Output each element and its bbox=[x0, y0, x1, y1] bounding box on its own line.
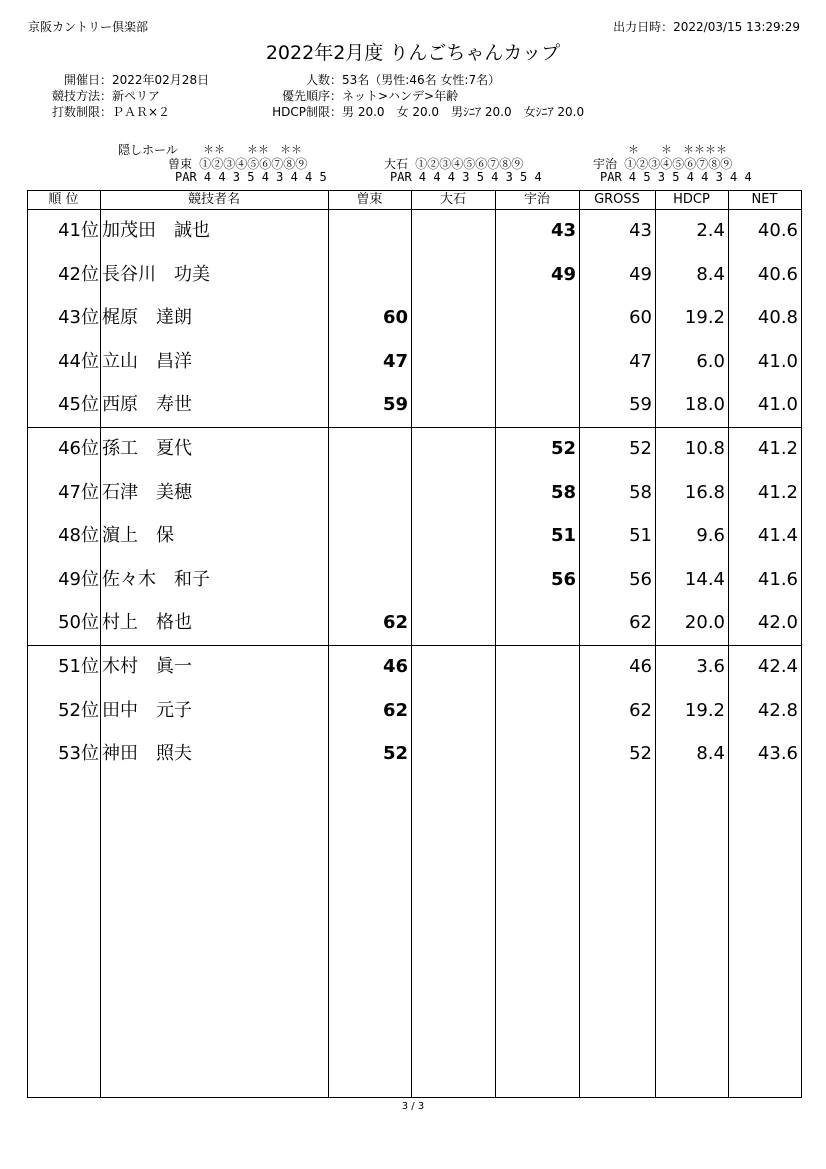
uji-score-cell: 43 bbox=[550, 220, 576, 241]
uji-score-cell: 56 bbox=[550, 568, 576, 590]
rank-cell: 48位 bbox=[58, 525, 99, 547]
table-row bbox=[27, 341, 802, 384]
gross-cell: 58 bbox=[629, 481, 652, 503]
net-cell: 41.6 bbox=[757, 568, 798, 590]
net-cell: 42.0 bbox=[757, 612, 798, 634]
net-cell: 41.2 bbox=[757, 481, 798, 503]
table-row bbox=[27, 733, 802, 776]
uji-score-cell: 49 bbox=[550, 263, 576, 285]
player-name-cell: 木村 眞一 bbox=[102, 656, 192, 677]
sozuka-score-cell: 62 bbox=[382, 699, 408, 721]
rank-cell: 51位 bbox=[58, 656, 99, 677]
uji-score-cell: 51 bbox=[550, 525, 576, 547]
col-header-sozuka: 曽束 bbox=[356, 192, 383, 207]
gross-cell: 43 bbox=[629, 220, 652, 241]
gross-cell: 59 bbox=[629, 394, 652, 416]
player-name-cell: 神田 照夫 bbox=[102, 743, 192, 765]
course2-holes: 大石 ①②③④⑤⑥⑦⑧⑨ bbox=[384, 157, 524, 171]
net-cell: 43.6 bbox=[757, 743, 798, 765]
net-cell: 41.4 bbox=[757, 525, 798, 547]
gross-cell: 46 bbox=[629, 656, 652, 677]
course1-stars: ＊＊ ＊＊ ＊＊ bbox=[203, 143, 302, 156]
rank-cell: 41位 bbox=[58, 220, 99, 241]
hdcp-cell: 8.4 bbox=[696, 743, 725, 765]
player-name-cell: 村上 格也 bbox=[102, 612, 192, 634]
count-label: 人数： bbox=[305, 73, 342, 87]
net-cell: 42.8 bbox=[757, 699, 798, 721]
hdcp-cell: 18.0 bbox=[684, 394, 725, 416]
sozuka-score-cell: 46 bbox=[382, 656, 408, 677]
col-header-rank: 順 位 bbox=[48, 192, 79, 207]
table-header bbox=[0, 190, 826, 209]
net-cell: 40.8 bbox=[757, 307, 798, 329]
table-row bbox=[27, 602, 802, 645]
rank-cell: 47位 bbox=[58, 481, 99, 503]
net-cell: 40.6 bbox=[757, 263, 798, 285]
col-header-uji: 宇治 bbox=[523, 192, 550, 207]
course3-stars: ＊ ＊ ＊＊＊＊ bbox=[628, 143, 727, 156]
gross-cell: 60 bbox=[629, 307, 652, 329]
page-number: 3 / 3 bbox=[401, 1101, 425, 1112]
hdcp-cell: 20.0 bbox=[684, 612, 725, 634]
player-name-cell: 佐々木 和子 bbox=[102, 568, 210, 590]
hdcp-cell: 3.6 bbox=[696, 656, 725, 677]
net-cell: 41.2 bbox=[757, 438, 798, 459]
rank-cell: 45位 bbox=[58, 394, 99, 416]
rank-cell: 50位 bbox=[58, 612, 99, 634]
gross-cell: 62 bbox=[629, 699, 652, 721]
net-cell: 40.6 bbox=[757, 220, 798, 241]
col-header-name: 競技者名 bbox=[187, 192, 240, 207]
hdcp-cell: 8.4 bbox=[696, 263, 725, 285]
player-name-cell: 孫工 夏代 bbox=[102, 438, 192, 459]
date-value: 2022年02月28日 bbox=[112, 73, 210, 87]
hidden-hole-label: 隠しホール bbox=[118, 143, 178, 157]
count-value: 53名（男性:46名 女性:7名） bbox=[342, 73, 501, 87]
hdcp-cell: 9.6 bbox=[696, 525, 725, 547]
info-right bbox=[250, 72, 584, 120]
method-value: 新ペリア bbox=[112, 89, 161, 103]
priority-label: 優先順序： bbox=[281, 89, 342, 103]
player-name-cell: 西原 寿世 bbox=[102, 394, 192, 416]
rank-cell: 49位 bbox=[58, 568, 99, 590]
player-name-cell: 加茂田 誠也 bbox=[102, 220, 210, 241]
gross-cell: 47 bbox=[629, 350, 652, 372]
table-row bbox=[27, 428, 802, 471]
rank-cell: 43位 bbox=[58, 307, 99, 329]
gross-cell: 52 bbox=[629, 743, 652, 765]
sozuka-score-cell: 47 bbox=[382, 350, 408, 372]
gross-cell: 51 bbox=[629, 525, 652, 547]
col-header-net: NET bbox=[751, 192, 778, 207]
col-header-gross: GROSS bbox=[594, 192, 640, 207]
output-datetime: 出力日時：2022/03/15 13:29:29 bbox=[613, 20, 800, 34]
course3-par: PAR 4 5 3 5 4 4 3 4 4 bbox=[600, 170, 752, 184]
page-title: 2022年2月度 りんごちゃんカップ bbox=[265, 42, 561, 64]
table-row bbox=[27, 646, 802, 689]
course1-par: PAR 4 4 3 5 4 3 4 4 5 bbox=[175, 170, 327, 184]
sozuka-score-cell: 60 bbox=[382, 307, 408, 329]
limit-label: 打数制限： bbox=[51, 105, 112, 119]
hdcp-cell: 2.4 bbox=[696, 220, 725, 241]
table-row bbox=[27, 690, 802, 733]
rank-cell: 44位 bbox=[58, 350, 99, 372]
hdcp-label: HDCP制限： bbox=[272, 105, 342, 119]
col-header-oishi: 大石 bbox=[439, 192, 466, 207]
player-name-cell: 田中 元子 bbox=[102, 699, 192, 721]
hdcp-cell: 10.8 bbox=[684, 438, 725, 459]
gross-cell: 56 bbox=[629, 568, 652, 590]
rank-cell: 42位 bbox=[58, 263, 99, 285]
date-label: 開催日： bbox=[63, 73, 112, 87]
player-name-cell: 石津 美穂 bbox=[102, 481, 192, 503]
net-cell: 41.0 bbox=[757, 394, 798, 416]
info-left bbox=[28, 72, 209, 120]
hdcp-cell: 19.2 bbox=[684, 699, 725, 721]
net-cell: 41.0 bbox=[757, 350, 798, 372]
player-name-cell: 梶原 達朗 bbox=[102, 307, 192, 329]
table-row bbox=[27, 210, 802, 253]
hdcp-cell: 6.0 bbox=[696, 350, 725, 372]
uji-score-cell: 58 bbox=[550, 481, 576, 503]
player-name-cell: 濵上 保 bbox=[102, 525, 174, 547]
gross-cell: 49 bbox=[629, 263, 652, 285]
table-row bbox=[27, 254, 802, 297]
course1-holes: 曽束 ①②③④⑤⑥⑦⑧⑨ bbox=[168, 157, 308, 171]
table-row bbox=[27, 297, 802, 340]
col-header-hdcp: HDCP bbox=[673, 192, 710, 207]
method-label: 競技方法： bbox=[51, 89, 112, 103]
table-row bbox=[27, 472, 802, 515]
sozuka-score-cell: 59 bbox=[382, 394, 408, 416]
gross-cell: 52 bbox=[629, 438, 652, 459]
limit-value: ＰＡＲ×２ bbox=[112, 105, 171, 119]
priority-value: ネット>ハンデ>年齢 bbox=[342, 89, 459, 103]
rank-cell: 52位 bbox=[58, 699, 99, 721]
hdcp-cell: 19.2 bbox=[684, 307, 725, 329]
hdcp-cell: 14.4 bbox=[684, 568, 725, 590]
player-name-cell: 立山 昌洋 bbox=[102, 350, 192, 372]
hdcp-cell: 16.8 bbox=[684, 481, 725, 503]
rank-cell: 53位 bbox=[58, 743, 99, 765]
club-name: 京阪カントリー倶楽部 bbox=[28, 20, 149, 34]
rank-cell: 46位 bbox=[58, 438, 99, 459]
sozuka-score-cell: 52 bbox=[382, 743, 408, 765]
sozuka-score-cell: 62 bbox=[382, 612, 408, 634]
course3-holes: 宇治 ①②③④⑤⑥⑦⑧⑨ bbox=[593, 157, 733, 171]
hdcp-value: 男 20.0 女 20.0 男ｼﾆｱ 20.0 女ｼﾆｱ 20.0 bbox=[342, 105, 585, 119]
uji-score-cell: 52 bbox=[550, 438, 576, 459]
course2-par: PAR 4 4 4 3 5 4 3 5 4 bbox=[390, 170, 542, 184]
net-cell: 42.4 bbox=[757, 656, 798, 677]
table-row bbox=[27, 384, 802, 427]
gross-cell: 62 bbox=[629, 612, 652, 634]
table-row bbox=[27, 515, 802, 558]
table-bottom-border bbox=[27, 1097, 802, 1098]
player-name-cell: 長谷川 功美 bbox=[102, 263, 210, 285]
table-row bbox=[27, 559, 802, 602]
